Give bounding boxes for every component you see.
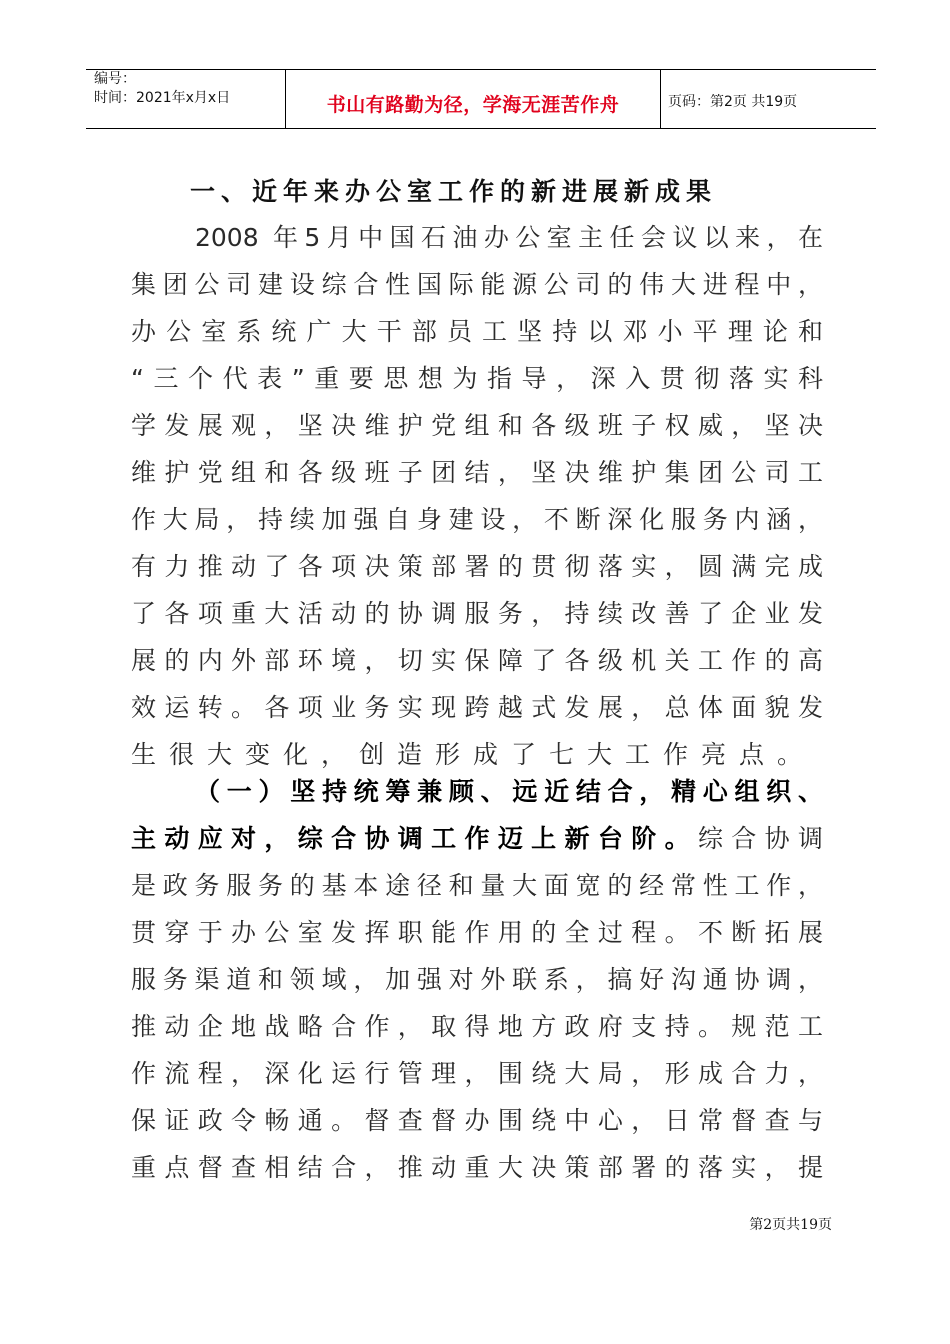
paragraph-line: 效运转。各项业务实现跨越式发展，总体面貌发 <box>131 693 823 722</box>
paragraph-line <box>131 815 823 862</box>
serial-number-label: 编号： <box>94 71 136 87</box>
paragraph-line: 办公室系统广大干部员工坚持以邓小平理论和 <box>131 317 823 346</box>
paragraph-line: 维护党组和各级班子团结，坚决维护集团公司工 <box>131 458 823 487</box>
header-page-cell <box>660 70 876 128</box>
paragraph-line: 贯穿于办公室发挥职能作用的全过程。不断拓展 <box>131 918 823 947</box>
paragraph-line: 学发展观，坚决维护党组和各级班子权威，坚决 <box>131 411 823 440</box>
paragraph-line: 推动企地战略合作，取得地方政府支持。规范工 <box>131 1012 823 1041</box>
paragraph-line: 2008 年5月中国石油办公室主任会议以来，在 <box>195 223 823 252</box>
document-header <box>86 69 876 129</box>
header-meta-cell <box>86 70 284 128</box>
header-motto-cell <box>285 70 661 128</box>
subsection-heading-continuation: 主动应对，综合协调工作迈上新台阶。 <box>131 824 698 853</box>
paragraph-line: 有力推动了各项决策部署的贯彻落实，圆满完成 <box>131 552 823 581</box>
paragraph-line: 集团公司建设综合性国际能源公司的伟大进程中， <box>131 270 823 299</box>
footer-page-number: 第2页共19页 <box>749 1217 832 1233</box>
paragraph-line: 作大局，持续加强自身建设，不断深化服务内涵， <box>131 505 823 534</box>
paragraph-text: 综合协调 <box>697 824 823 853</box>
paragraph-line: 作流程，深化运行管理，围绕大局，形成合力， <box>131 1059 823 1088</box>
paragraph-1 <box>131 214 823 778</box>
date-label: 时间：2021年x月x日 <box>94 90 231 106</box>
paragraph-line: 服务渠道和领域，加强对外联系，搞好沟通协调， <box>131 965 823 994</box>
motto-text: 书山有路勤为径，学海无涯苦作舟 <box>326 94 620 116</box>
paragraph-line: “三个代表”重要思想为指导，深入贯彻落实科 <box>131 364 823 393</box>
paragraph-line: 重点督查相结合，推动重大决策部署的落实，提 <box>131 1153 823 1182</box>
paragraph-2 <box>131 768 823 1191</box>
paragraph-line: 是政务服务的基本途径和量大面宽的经常性工作， <box>131 871 823 900</box>
subsection-heading-line: （一）坚持统筹兼顾、远近结合，精心组织、 <box>195 777 823 806</box>
section-title: 一、近年来办公室工作的新进展新成果 <box>190 177 718 206</box>
header-page-number: 页码：第2页 共19页 <box>668 94 798 110</box>
paragraph-line: 生很大变化，创造形成了七大工作亮点。 <box>131 740 816 769</box>
paragraph-line: 了各项重大活动的协调服务，持续改善了企业发 <box>131 599 823 628</box>
paragraph-line: 保证政令畅通。督查督办围绕中心，日常督查与 <box>131 1106 823 1135</box>
paragraph-line: 展的内外部环境，切实保障了各级机关工作的高 <box>131 646 823 675</box>
